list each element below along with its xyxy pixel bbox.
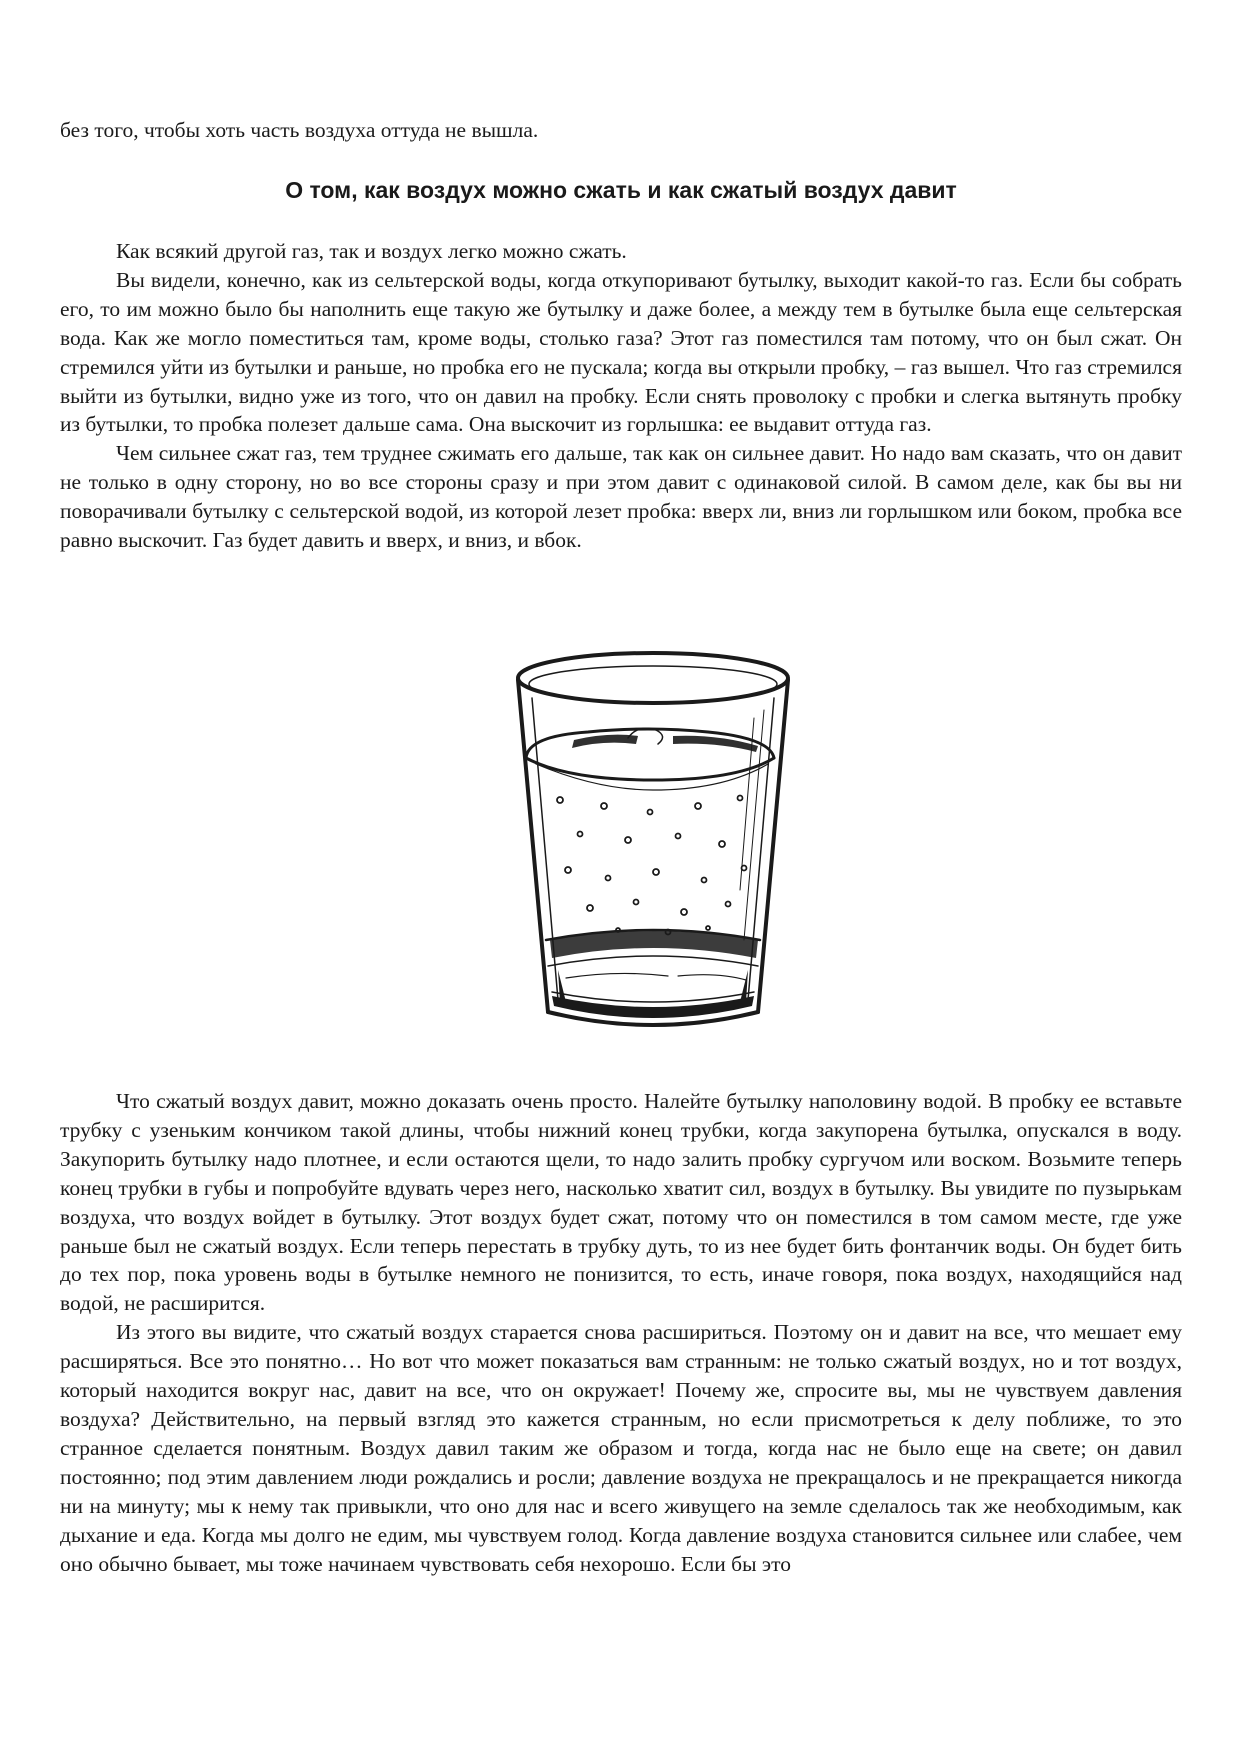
paragraph: Как всякий другой газ, так и воздух легко можно сжать. — [116, 239, 627, 263]
section-heading: О том, как воздух можно сжать и как сжатый воздух давит — [285, 177, 957, 203]
glass-of-water-icon — [508, 640, 798, 1058]
paragraph: без того, чтобы хоть часть воздуха оттуда не вышла. — [60, 118, 539, 142]
continuation-text — [60, 116, 1182, 145]
paragraph: Вы видели, конечно, как из сельтерской воды, когда откупоривают бутылку, выходит какой-то газ. Если бы собрать его, то им можно было бы наполнить еще такую же бутылку и даже более, а между тем в бутылке была еще сельтерская вода. Как же могло поместиться там, кроме воды, столько газа? Этот газ поместился там потому, что он был сжат. Он стремился уйти из бутылки и раньше, но пробка его не пускала; когда вы открыли пробку, – газ вышел. Что газ стремился выйти из бутылки, видно уже из того, что он давил на пробку. Если снять проволоку с пробки и слегка вытянуть пробку из бутылки, то пробка полезет дальше сама. Она выскочит из горлышка: ее выдавит оттуда газ. — [60, 267, 1182, 437]
paragraph: Из этого вы видите, что сжатый воздух старается снова расшириться. Поэтому он и давит на все, что мешает ему расширяться. Все это понятно… Но вот что может показаться вам странным: не только сжатый воздух, но и тот воздух, который находится вокруг нас, давит на все, что он окружает! Почему же, спросите вы, мы не чувствуем давления воздуха? Действительно, на первый взгляд это кажется странным, но если присмотреться к делу поближе, то это странное сделается понятным. Воздух давил таким же образом и тогда, когда нас не было еще на свете; он давил постоянно; под этим давлением люди рождались и росли; давление воздуха не прекращалось и не прекращается никогда ни на минуту; мы к нему так привыкли, что оно для нас и всего живущего на земле сделалось так же необходимым, как дыхание и еда. Когда мы долго не едим, мы чувствуем голод. Когда давление воздуха становится сильнее или слабее, чем оно обычно бывает, мы тоже начинаем чувствовать себя нехорошо. Если бы это — [60, 1320, 1182, 1576]
text-block-before-figure — [60, 237, 1182, 555]
paragraph: Что сжатый воздух давит, можно доказать очень просто. Налейте бутылку наполовину водой. В пробку ее вставьте трубку с узеньким кончиком такой длины, чтобы нижний конец трубки, когда закупорена бутылка, опускался в воду. Закупорить бутылку надо плотнее, и если остаются щели, то надо залить пробку сургучом или воском. Возьмите теперь конец трубки в губы и попробуйте вдувать через него, насколько хватит сил, воздух в бутылку. Вы увидите по пузырькам воздуха, что воздух войдет в бутылку. Этот воздух будет сжат, потому что он поместился в том самом месте, где уже раньше был не сжатый воздух. Если теперь перестать в трубку дуть, то из нее будет бить фонтанчик воды. Он будет бить до тех пор, пока уровень воды в бутылке немного не понизится, то есть, иначе говоря, пока воздух, находящийся над водой, не расширится. — [60, 1089, 1182, 1316]
paragraph: Чем сильнее сжат газ, тем труднее сжимать его дальше, так как он сильнее давит. Но надо вам сказать, что он давит не только в одну сторону, но во все стороны сразу и при этом давит с одинаковой силой. В самом деле, как бы вы ни поворачивали бутылку с сельтерской водой, из которой лезет пробка: вверх ли, вниз ли горлышком или боком, пробка все равно выскочит. Газ будет давить и вверх, и вниз, и вбок. — [60, 441, 1182, 553]
glass-illustration — [508, 640, 798, 1058]
text-block-after-figure — [60, 1087, 1182, 1578]
